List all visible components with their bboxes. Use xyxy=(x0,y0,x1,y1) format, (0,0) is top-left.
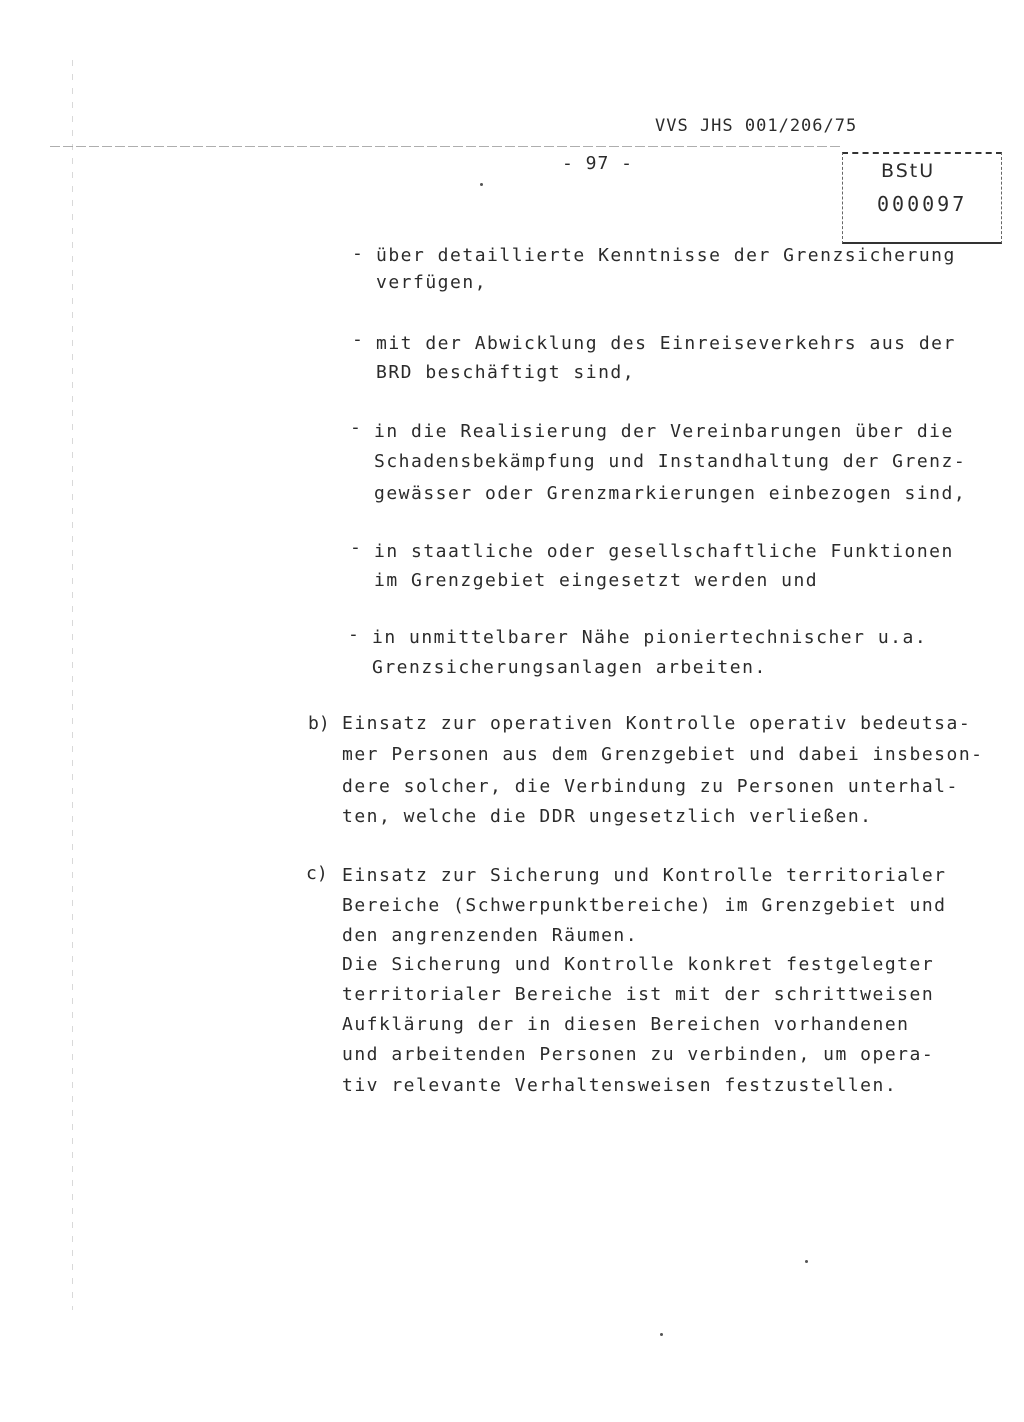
section-label: b) xyxy=(308,713,330,734)
list-dash: - xyxy=(348,624,359,645)
list-item-line: in die Realisierung der Vereinbarungen über die xyxy=(374,421,954,442)
scan-speck xyxy=(480,183,483,186)
list-item-line: mit der Abwicklung des Einreiseverkehrs aus der xyxy=(376,333,956,354)
page-number: - 97 - xyxy=(562,153,634,174)
section-line: dere solcher, die Verbindung zu Personen unterhal- xyxy=(342,776,959,797)
list-item-line: im Grenzgebiet eingesetzt werden und xyxy=(374,570,819,591)
section-line: den angrenzenden Räumen. xyxy=(342,925,639,946)
scan-speck xyxy=(660,1333,663,1336)
stamp-title: BStU xyxy=(881,160,936,182)
list-dash: - xyxy=(352,243,363,264)
scan-speck xyxy=(805,1260,808,1263)
section-line: Aufklärung der in diesen Bereichen vorhandenen xyxy=(342,1014,910,1035)
list-item-line: in staatliche oder gesellschaftliche Funktionen xyxy=(374,541,954,562)
section-line: Einsatz zur Sicherung und Kontrolle territorialer xyxy=(342,865,947,886)
section-line: und arbeitenden Personen zu verbinden, um opera- xyxy=(342,1044,935,1065)
list-item-line: BRD beschäftigt sind, xyxy=(376,362,636,383)
section-line: tiv relevante Verhaltensweisen festzustellen. xyxy=(342,1075,898,1096)
list-item-line: Schadensbekämpfung und Instandhaltung der Grenz- xyxy=(374,451,967,472)
section-line: ten, welche die DDR ungesetzlich verließen. xyxy=(342,806,873,827)
header-rule xyxy=(50,146,840,147)
archive-stamp xyxy=(842,152,1002,244)
stamp-number: 000097 xyxy=(877,192,968,216)
section-line: Die Sicherung und Kontrolle konkret festgelegter xyxy=(342,954,935,975)
section-label: c) xyxy=(306,863,328,884)
document-reference: VVS JHS 001/206/75 xyxy=(655,116,858,136)
list-dash: - xyxy=(350,417,361,438)
list-dash: - xyxy=(352,329,363,350)
section-line: territorialer Bereiche ist mit der schrittweisen xyxy=(342,984,935,1005)
list-item-line: verfügen, xyxy=(376,272,488,293)
section-line: mer Personen aus dem Grenzgebiet und dabei insbeson- xyxy=(342,744,984,765)
list-item-line: gewässer oder Grenzmarkierungen einbezogen sind, xyxy=(374,483,967,504)
list-item-line: über detaillierte Kenntnisse der Grenzsicherung xyxy=(376,245,956,266)
list-item-line: Grenzsicherungsanlagen arbeiten. xyxy=(372,657,767,678)
list-item-line: in unmittelbarer Nähe pioniertechnischer u.a. xyxy=(372,627,928,648)
section-line: Einsatz zur operativen Kontrolle operativ bedeutsa- xyxy=(342,713,972,734)
section-line: Bereiche (Schwerpunktbereiche) im Grenzgebiet und xyxy=(342,895,947,916)
binding-edge-mark xyxy=(72,60,73,1310)
list-dash: - xyxy=(350,537,361,558)
